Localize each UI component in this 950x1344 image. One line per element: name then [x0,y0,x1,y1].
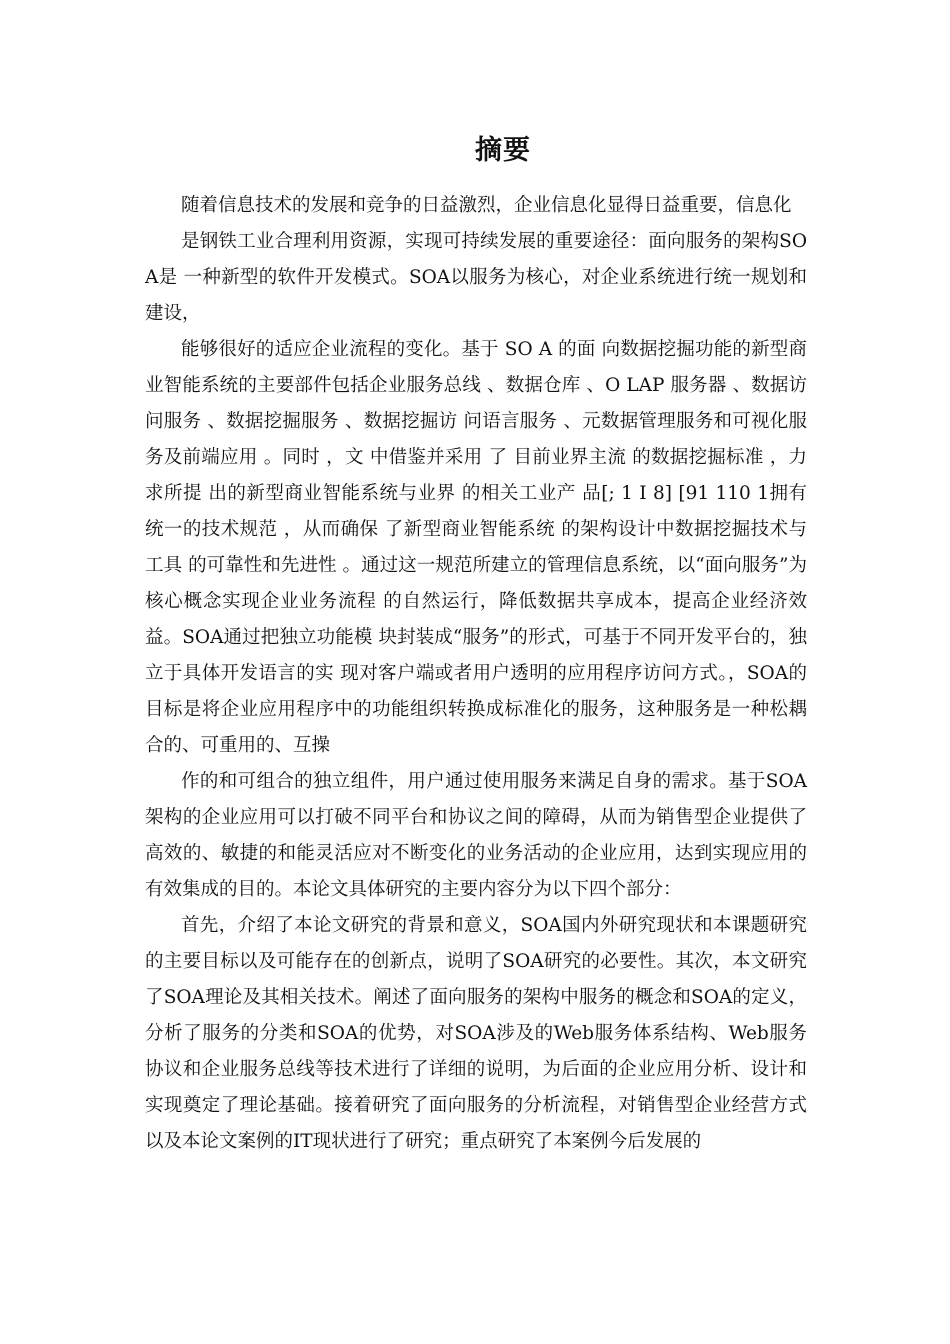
page-title: 摘要 [475,135,531,166]
paragraph: 首先，介绍了本论文研究的背景和意义，SOA国内外研究现状和本课题研究的主要目标以及可能存在的创新点，说明了SOA研究的必要性。其次，本文研究了SOA理论及其相关技术。阐述了面向服务的架构中服务的概念和SOA的定义，分析了服务的分类和SOA的优势，对SOA涉及的Web服务体系结构、Web服务协议和企业服务总线等技术进行了详细的说明，为后面的企业应用分析、设计和实现奠定了理论基础。接着研究了面向服务的分析流程，对销售型企业经营方式以及本论文案例的IT现状进行了研究；重点研究了本案例今后发展的 [145,915,807,1152]
paragraph: 随着信息技术的发展和竞争的日益激烈，企业信息化显得日益重要，信息化 [181,195,792,216]
paragraph: 作的和可组合的独立组件，用户通过使用服务来满足自身的需求。基于SOA架构的企业应用可以打破不同平台和协议之间的障碍，从而为销售型企业提供了高效的、敏捷的和能灵活应对不断变化的业务活动的企业应用，达到实现应用的有效集成的目的。本论文具体研究的主要内容分为以下四个部分： [145,771,807,900]
abstract-body [145,188,807,1160]
paragraph: 能够很好的适应企业流程的变化。基于 SO A 的面 向数据挖掘功能的新型商业智能系统的主要部件包括企业服务总线 、数据仓库 、O LAP 服务器 、数据访 问服务 、数据挖掘服务 、数据挖掘访 问语言服务 、元数据管理服务和可视化服务及前端应用 。同时 ，文 中借鉴并采用 了 目前业界主流 的数据挖掘标准 ，力求所提 出的新型商业智能系统与业界 的相关工业产 品[; 1 I 8] [91 110 1拥有统一的技术规范 ，从而确保 了新型商业智能系统 的架构设计中数据挖掘技术与工具 的可靠性和先进性 。通过这一规范所建立的管理信息系统，以“面向服务”为核心概念实现企业业务流程 的自然运行，降低数据共享成本，提高企业经济效益。SOA通过把独立功能模 块封装成“服务”的形式，可基于不同开发平台的，独立于具体开发语言的实 现对客户端或者用户透明的应用程序访问方式。，SOA的目标是将企业应用程序中的功能组织转换成标准化的服务，这种服务是一种松耦合的、可重用的、互操 [145,339,807,756]
paragraph: 是钢铁工业合理利用资源，实现可持续发展的重要途径：面向服务的架构SOA是 一种新型的软件开发模式。SOA以服务为核心，对企业系统进行统一规划和建设， [145,231,807,324]
